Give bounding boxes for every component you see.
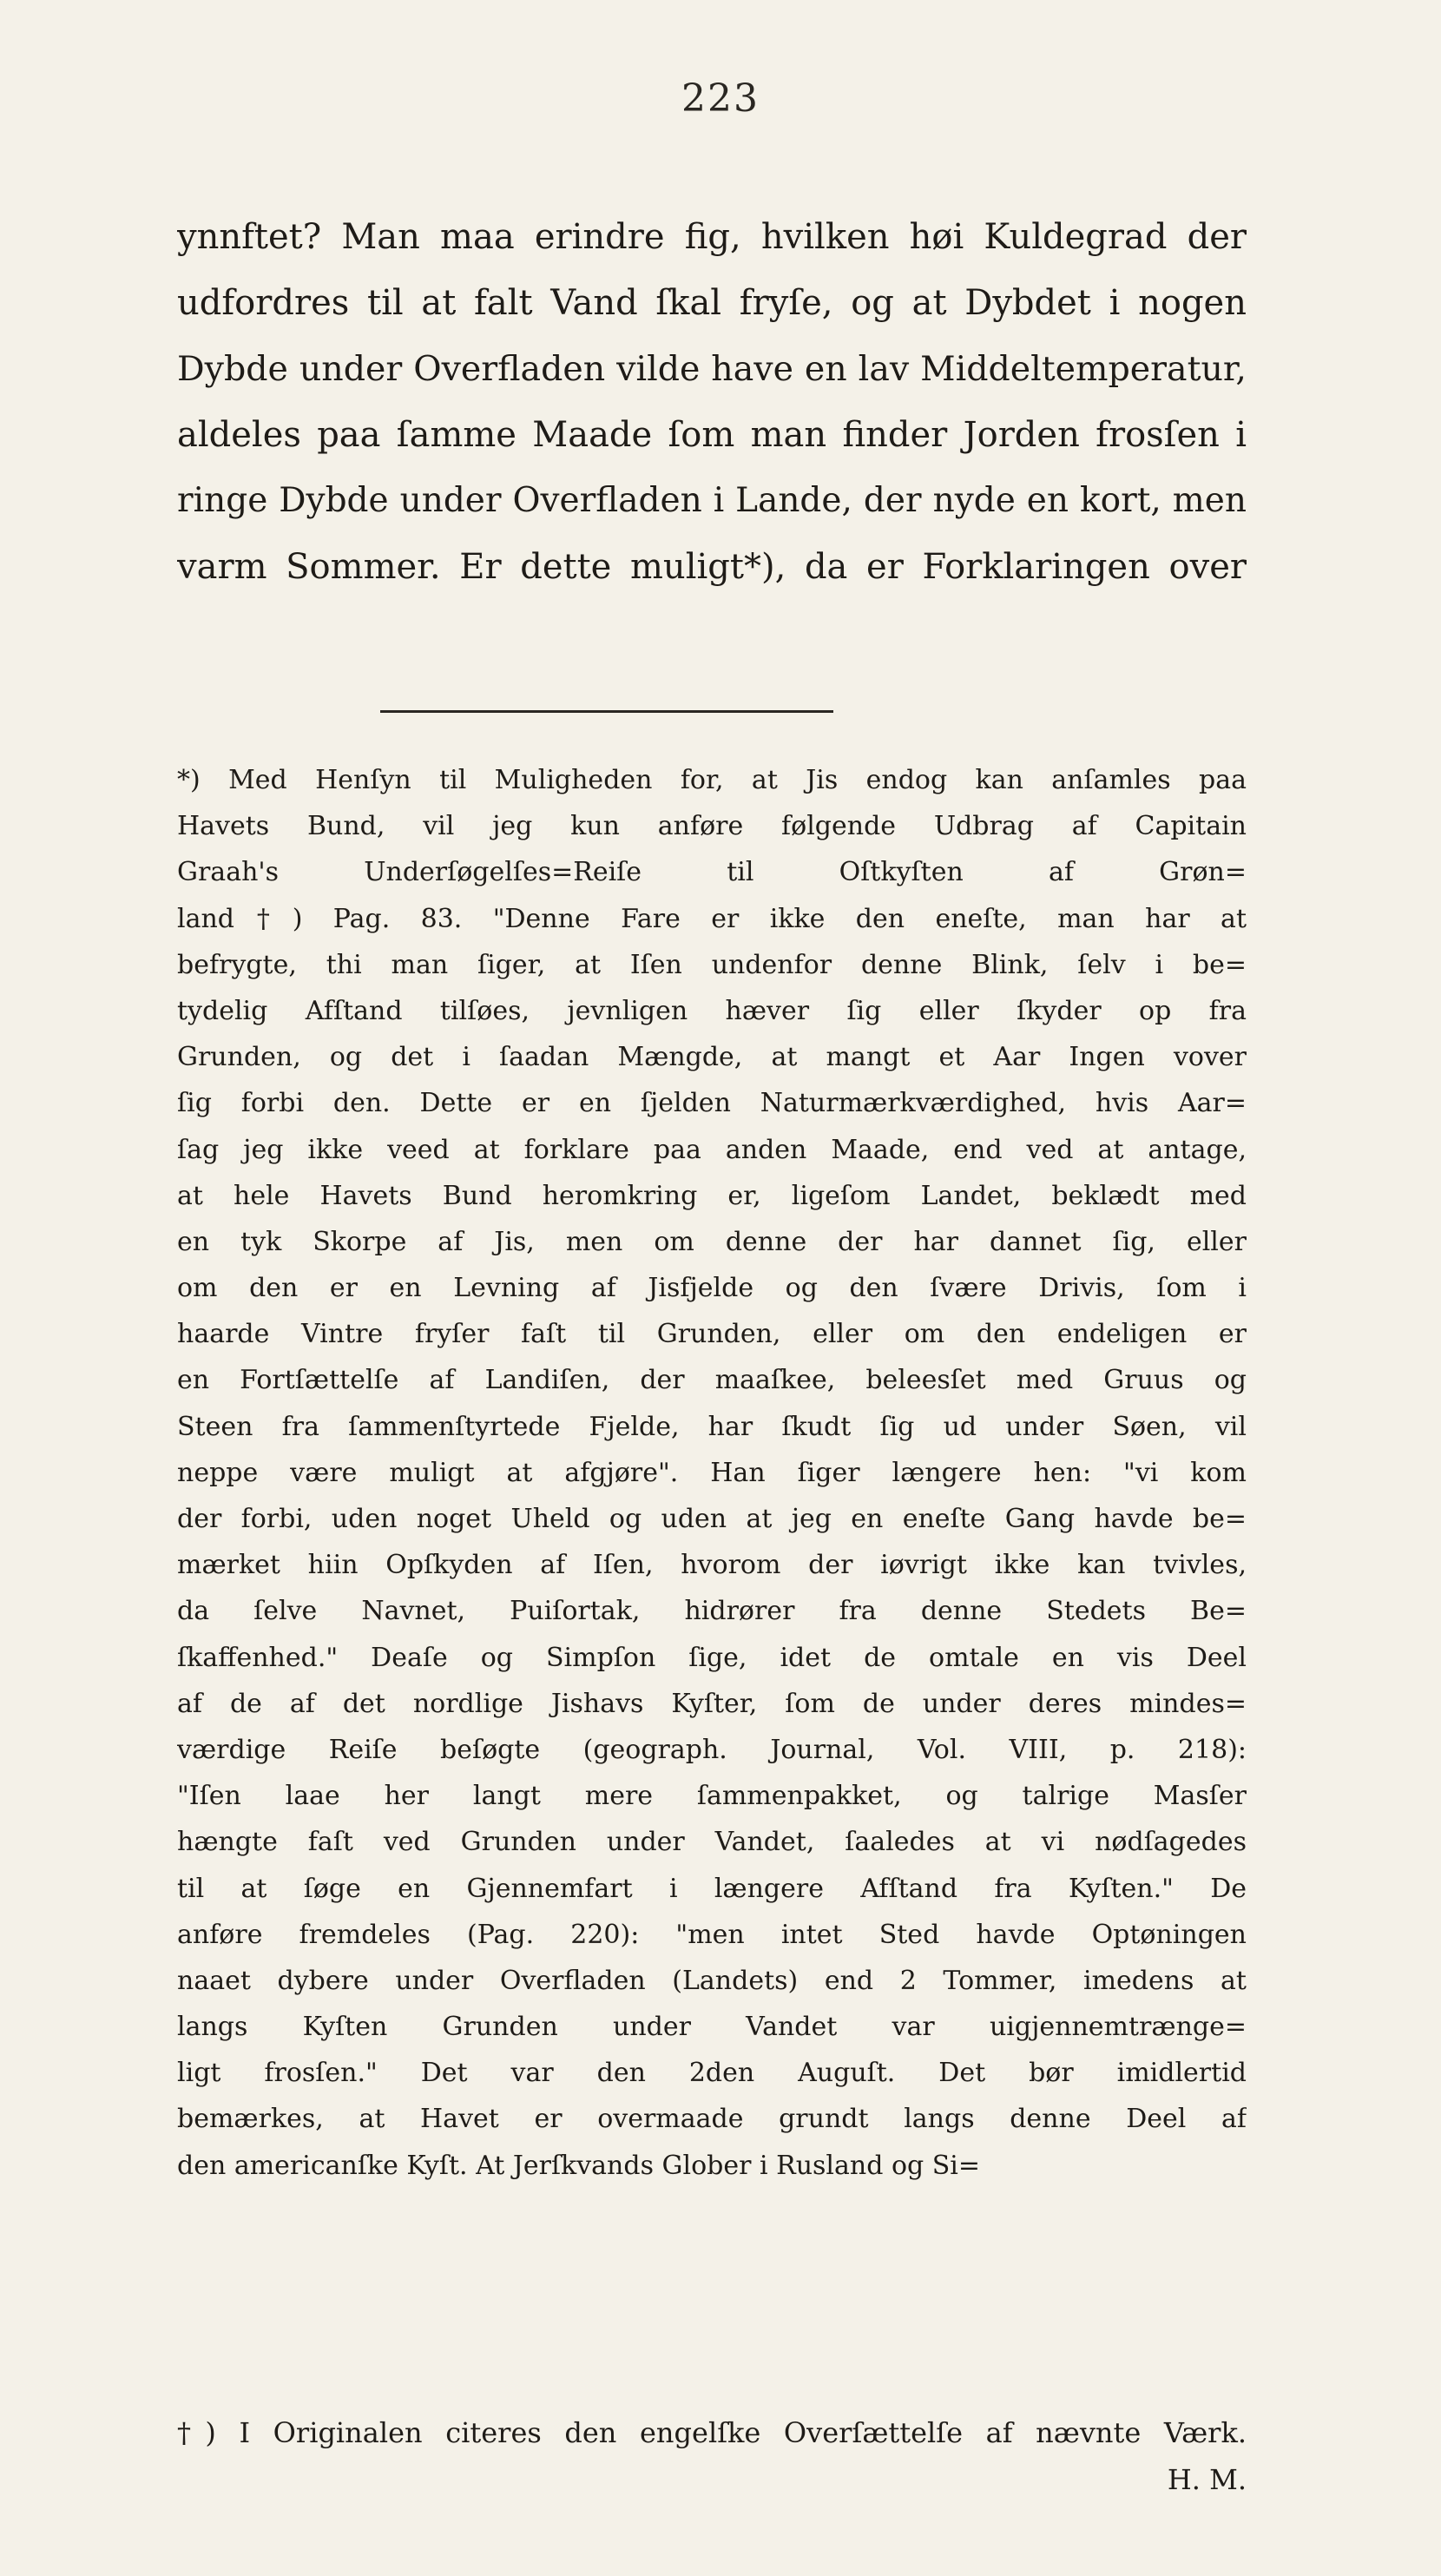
footnote-line: da ſelve Navnet, Puiſortak, hidrører fra denne Stedets Be=	[177, 1596, 1247, 1627]
footnote-line: en tyk Skorpe af Jis, men om denne der har dannet ſig, eller	[177, 1226, 1247, 1257]
footnote-line: Grunden, og det i ſaadan Mængde, at mangt et Aar Ingen vover	[177, 1042, 1247, 1073]
footnote-line: mærket hiin Opſkyden af Iſen, hvorom der iøvrigt ikke kan tvivles,	[177, 1550, 1247, 1581]
footnote-line: haarde Vintre fryſer faſt til Grunden, eller om den endeligen er	[177, 1319, 1247, 1350]
footnote-line: tydelig Afſtand tilſøes, jevnligen hæver ſig eller ſkyder op fra	[177, 995, 1247, 1026]
footnote-line: ſkaffenhed." Deaſe og Simpſon ſige, idet de omtale en vis Deel	[177, 1642, 1247, 1673]
footnote-line: bemærkes, at Havet er overmaade grundt langs denne Deel af	[177, 2104, 1247, 2135]
footnote-line: den americanſke Kyſt. At Jerſkvands Glober i Rusland og Si=	[177, 2150, 981, 2181]
footnote-line: der forbi, uden noget Uheld og uden at jeg en eneſte Gang havde be=	[177, 1504, 1247, 1534]
body-line: udfordres til at falt Vand ſkal fryſe, og at Dybdet i nogen	[177, 283, 1247, 323]
footnote-line: naaet dybere under Overfladen (Landets) end 2 Tommer, imedens at	[177, 1965, 1247, 1996]
footnote-text	[177, 757, 1247, 2189]
footnote-line: neppe være muligt at afgjøre". Han ſiger længere hen: "vi kom	[177, 1457, 1247, 1488]
body-line: ringe Dybde under Overfladen i Lande, der nyde en kort, men	[177, 481, 1247, 520]
body-text	[177, 204, 1247, 600]
footnote-line: befrygte, thi man ſiger, at Iſen undenfor denne Blink, ſelv i be=	[177, 949, 1247, 980]
footnote-line: Steen fra ſammenſtyrtede Fjelde, har ſkudt ſig ud under Søen, vil	[177, 1411, 1247, 1442]
footnote-line: værdige Reiſe beſøgte (geograph. Journal, Vol. VIII, p. 218):	[177, 1734, 1247, 1765]
footnote-line: *) Med Henſyn til Muligheden for, at Jis endog kan anſamles paa	[177, 765, 1247, 795]
footnote-line: ſig forbi den. Dette er en ſjelden Naturmærkværdighed, hvis Aar=	[177, 1088, 1247, 1119]
footnote-line: om den er en Levning af Jisfjelde og den ſvære Drivis, ſom i	[177, 1273, 1247, 1304]
body-line: varm Sommer. Er dette muligt*), da er Forklaringen over	[177, 547, 1247, 587]
body-line: aldeles paa ſamme Maade ſom man finder Jorden frosſen i	[177, 415, 1247, 455]
footnote-line: Havets Bund, vil jeg kun anføre følgende Udbrag af Capitain	[177, 811, 1247, 842]
footnote-line: anføre fremdeles (Pag. 220): "men intet Sted havde Optøningen	[177, 1919, 1247, 1950]
footnote-line: Graah's Underſøgelſes=Reiſe til Oſtkyſten af Grøn=	[177, 857, 1247, 888]
body-line: Dybde under Overfladen vilde have en lav Middeltemperatur,	[177, 349, 1247, 389]
body-line: ynnftet? Man maa erindre fig, hvilken høi Kuldegrad der	[177, 217, 1247, 257]
footnote-line: ſag jeg ikke veed at forklare paa anden Maade, end ved at antage,	[177, 1134, 1247, 1165]
footnote-line: hængte faſt ved Grunden under Vandet, ſaaledes at vi nødſagedes	[177, 1827, 1247, 1858]
page-number: 223	[681, 76, 760, 121]
footnote-line: langs Kyſten Grunden under Vandet var uigjennemtrænge=	[177, 2012, 1247, 2043]
translator-footnote-line: †) I Originalen citeres den engelſke Overſættelſe af nævnte Værk.	[177, 2416, 1247, 2449]
footnote-line: en Fortſættelſe af Landiſen, der maaſkee, beleesſet med Gruus og	[177, 1365, 1247, 1396]
footnote-line: til at ſøge en Gjennemfart i længere Afſtand fra Kyſten." De	[177, 1873, 1247, 1904]
footnote-line: ligt frosſen." Det var den 2den Auguſt. Det bør imidlertid	[177, 2058, 1247, 2089]
footnote-line: at hele Havets Bund heromkring er, ligeſom Landet, beklædt med	[177, 1180, 1247, 1211]
translator-signature: H. M.	[1167, 2463, 1247, 2496]
footnote-line: land†) Pag. 83. "Denne Fare er ikke den eneſte, man har at	[177, 903, 1247, 934]
footnote-line: af de af det nordlige Jishavs Kyſter, ſom de under deres mindes=	[177, 1688, 1247, 1719]
footnote-line: "Iſen laae her langt mere ſammenpakket, og talrige Masſer	[177, 1781, 1247, 1812]
translator-footnote	[177, 2409, 1247, 2503]
footnote-separator-rule	[380, 710, 833, 713]
